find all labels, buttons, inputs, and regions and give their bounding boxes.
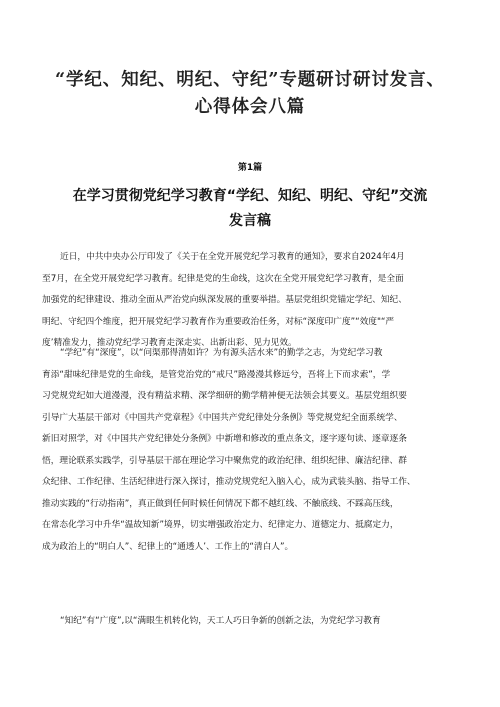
article-title-line-1: 在学习贯彻党纪学习教育“学纪、知纪、明纪、守纪”交流 bbox=[72, 188, 428, 204]
paragraph-line: 新旧对照学，对《中国共产党纪律处分条例》中新增和修改的重点条文，逐字逐句读、逐章逐条 bbox=[42, 434, 407, 444]
paragraph-2 bbox=[42, 343, 462, 558]
document-title-line-2: 心得体会八篇 bbox=[194, 97, 306, 117]
paragraph-line: 众纪律、工作纪律、生活纪律进行深入探讨，推动党规党纪入脑入心，成为武装头脑、指导工作、 bbox=[42, 477, 416, 487]
paragraph-line: 加强党的纪律建设、推动全面从严治党向纵深发展的重要举措。基层党组织党锚定学纪、知纪、 bbox=[42, 295, 407, 305]
paragraph-3 bbox=[42, 611, 462, 633]
paragraph-line: 引导广大基层干部对《中国共产党章程》《中国共产党纪律处分条例》等党规党纪全面系统学、 bbox=[42, 412, 403, 423]
paragraph-line: “学纪”有“深度”，以“问渠那得清如许？为有源头活水来”的勤学之志，为党纪学习教 bbox=[60, 348, 383, 358]
paragraph-line: 近日，中共中央办公厅印发了《关于在全党开展党纪学习教育的通知》，要求自2024年4月 bbox=[60, 252, 405, 262]
paragraph-line: 推动实践的“行动指南”，真正做到任何时候任何情况下都不越红线、不触底线、不踩高压线， bbox=[42, 498, 399, 509]
paragraph-line: 悟，理论联系实践学，引导基层干部在理论学习中聚焦党的政治纪律、组织纪律、廉洁纪律、群 bbox=[42, 455, 407, 466]
paragraph-1 bbox=[42, 247, 462, 355]
paragraph-line: 习党规党纪如大道漫漫，没有精益求精、深学细研的勤学精神便无法领会其要义。基层党组织要 bbox=[42, 391, 407, 401]
paragraph-line: 成为政治上的“明白人”、纪律上的“通透人’、工作上的“清白人”。 bbox=[42, 541, 294, 552]
article-title-line-2: 发言稿 bbox=[229, 213, 271, 229]
document-title-line-1: “学纪、知纪、明纪、守纪”专题研讨研讨发言、 bbox=[55, 70, 445, 90]
paragraph-line: 度’精准发力，推动党纪学习教育走深走实、出新出彩、见力见效。 bbox=[42, 338, 297, 348]
paragraph-line: 在常态化学习中升华“温故知新”境界，切实增强政治定力、纪律定力、道德定力、抵腐定力， bbox=[42, 520, 399, 530]
article-label: 第1篇 bbox=[237, 163, 263, 173]
paragraph-line: 至7月，在全党开展党纪学习教育。纪律是党的生命线，这次在全党开展党纪学习教育，是全面 bbox=[42, 273, 404, 284]
paragraph-line: 育添“甜味纪律是党的生命线，是管党治党的“戒尺”路漫漫其修远兮，吾将上下而求索”，学 bbox=[42, 369, 391, 380]
paragraph-line: 明纪、守纪四个维度，把开展党纪学习教育作为重要政治任务，对标“深度印广度”“效度"“严 bbox=[42, 316, 395, 327]
paragraph-line: “知纪”有“广度”,以“满眼生机转化钧，天工人巧日争新的创新之法，为党纪学习教育 bbox=[60, 616, 381, 626]
